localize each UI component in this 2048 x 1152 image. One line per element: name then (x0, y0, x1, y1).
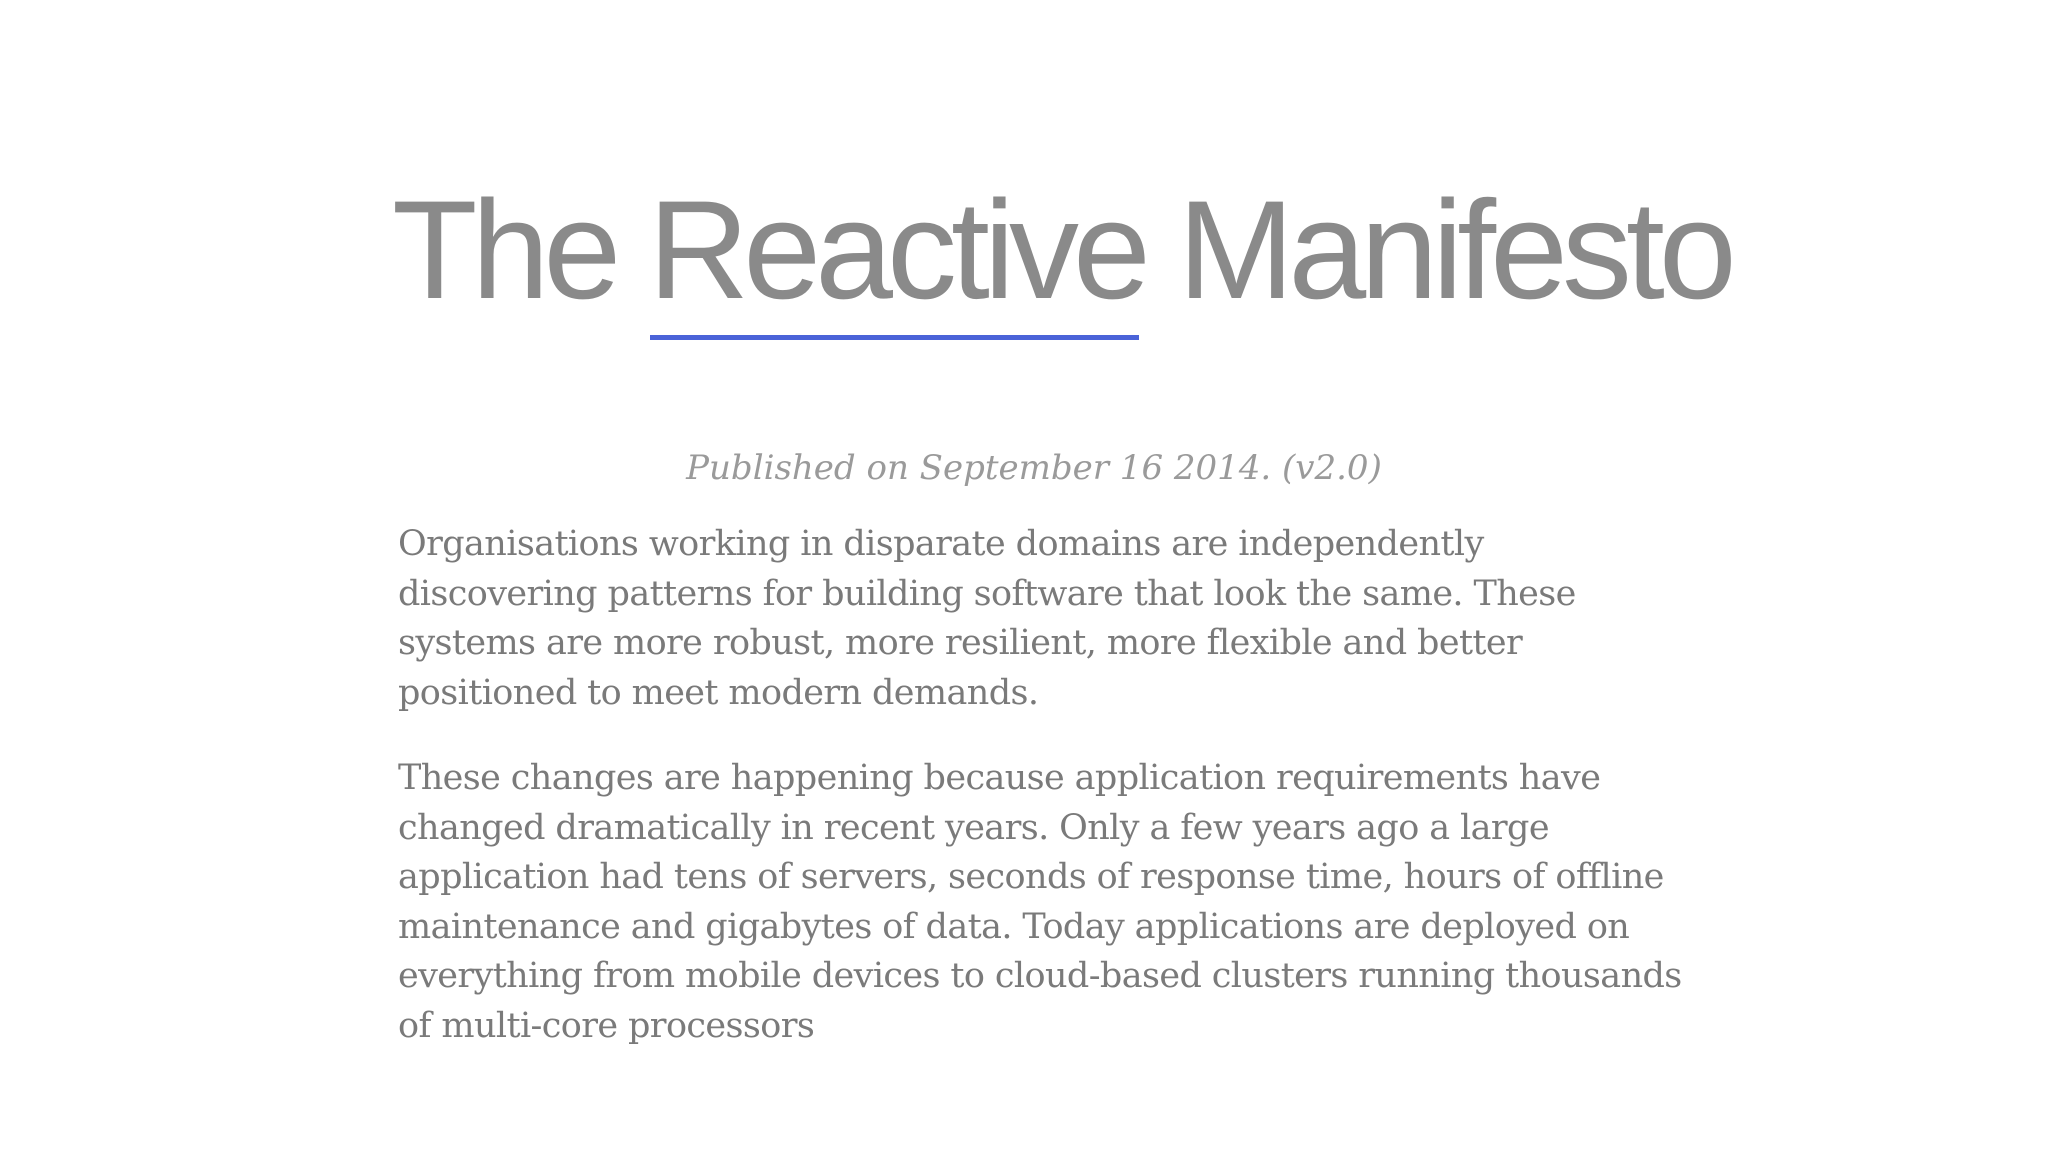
paragraph-intro: Organisations working in disparate domains are independently discovering patterns for building software that look the same. These systems are more robust, more resilient, more flexible and better positioned to meet modern demands. (398, 524, 1576, 713)
title-word-manifesto: Manifesto (1177, 171, 1731, 328)
page-title (392, 170, 1731, 330)
manifesto-body (398, 520, 1688, 1046)
title-link-reactive[interactable]: Reactive (648, 171, 1145, 328)
title-word-the: The (392, 171, 616, 328)
paragraph-changes: These changes are happening because application requirements have changed dramatically in recent years. Only a few years ago a large application had tens of servers, seconds of response time, hours of offline maintenance and gigabytes of data. Today applications are deployed on everything from mobile devices to cloud-based clusters running thousands of multi-core processors (398, 758, 1682, 1046)
published-date: Published on September 16 2014. (v2.0) (686, 448, 1382, 488)
